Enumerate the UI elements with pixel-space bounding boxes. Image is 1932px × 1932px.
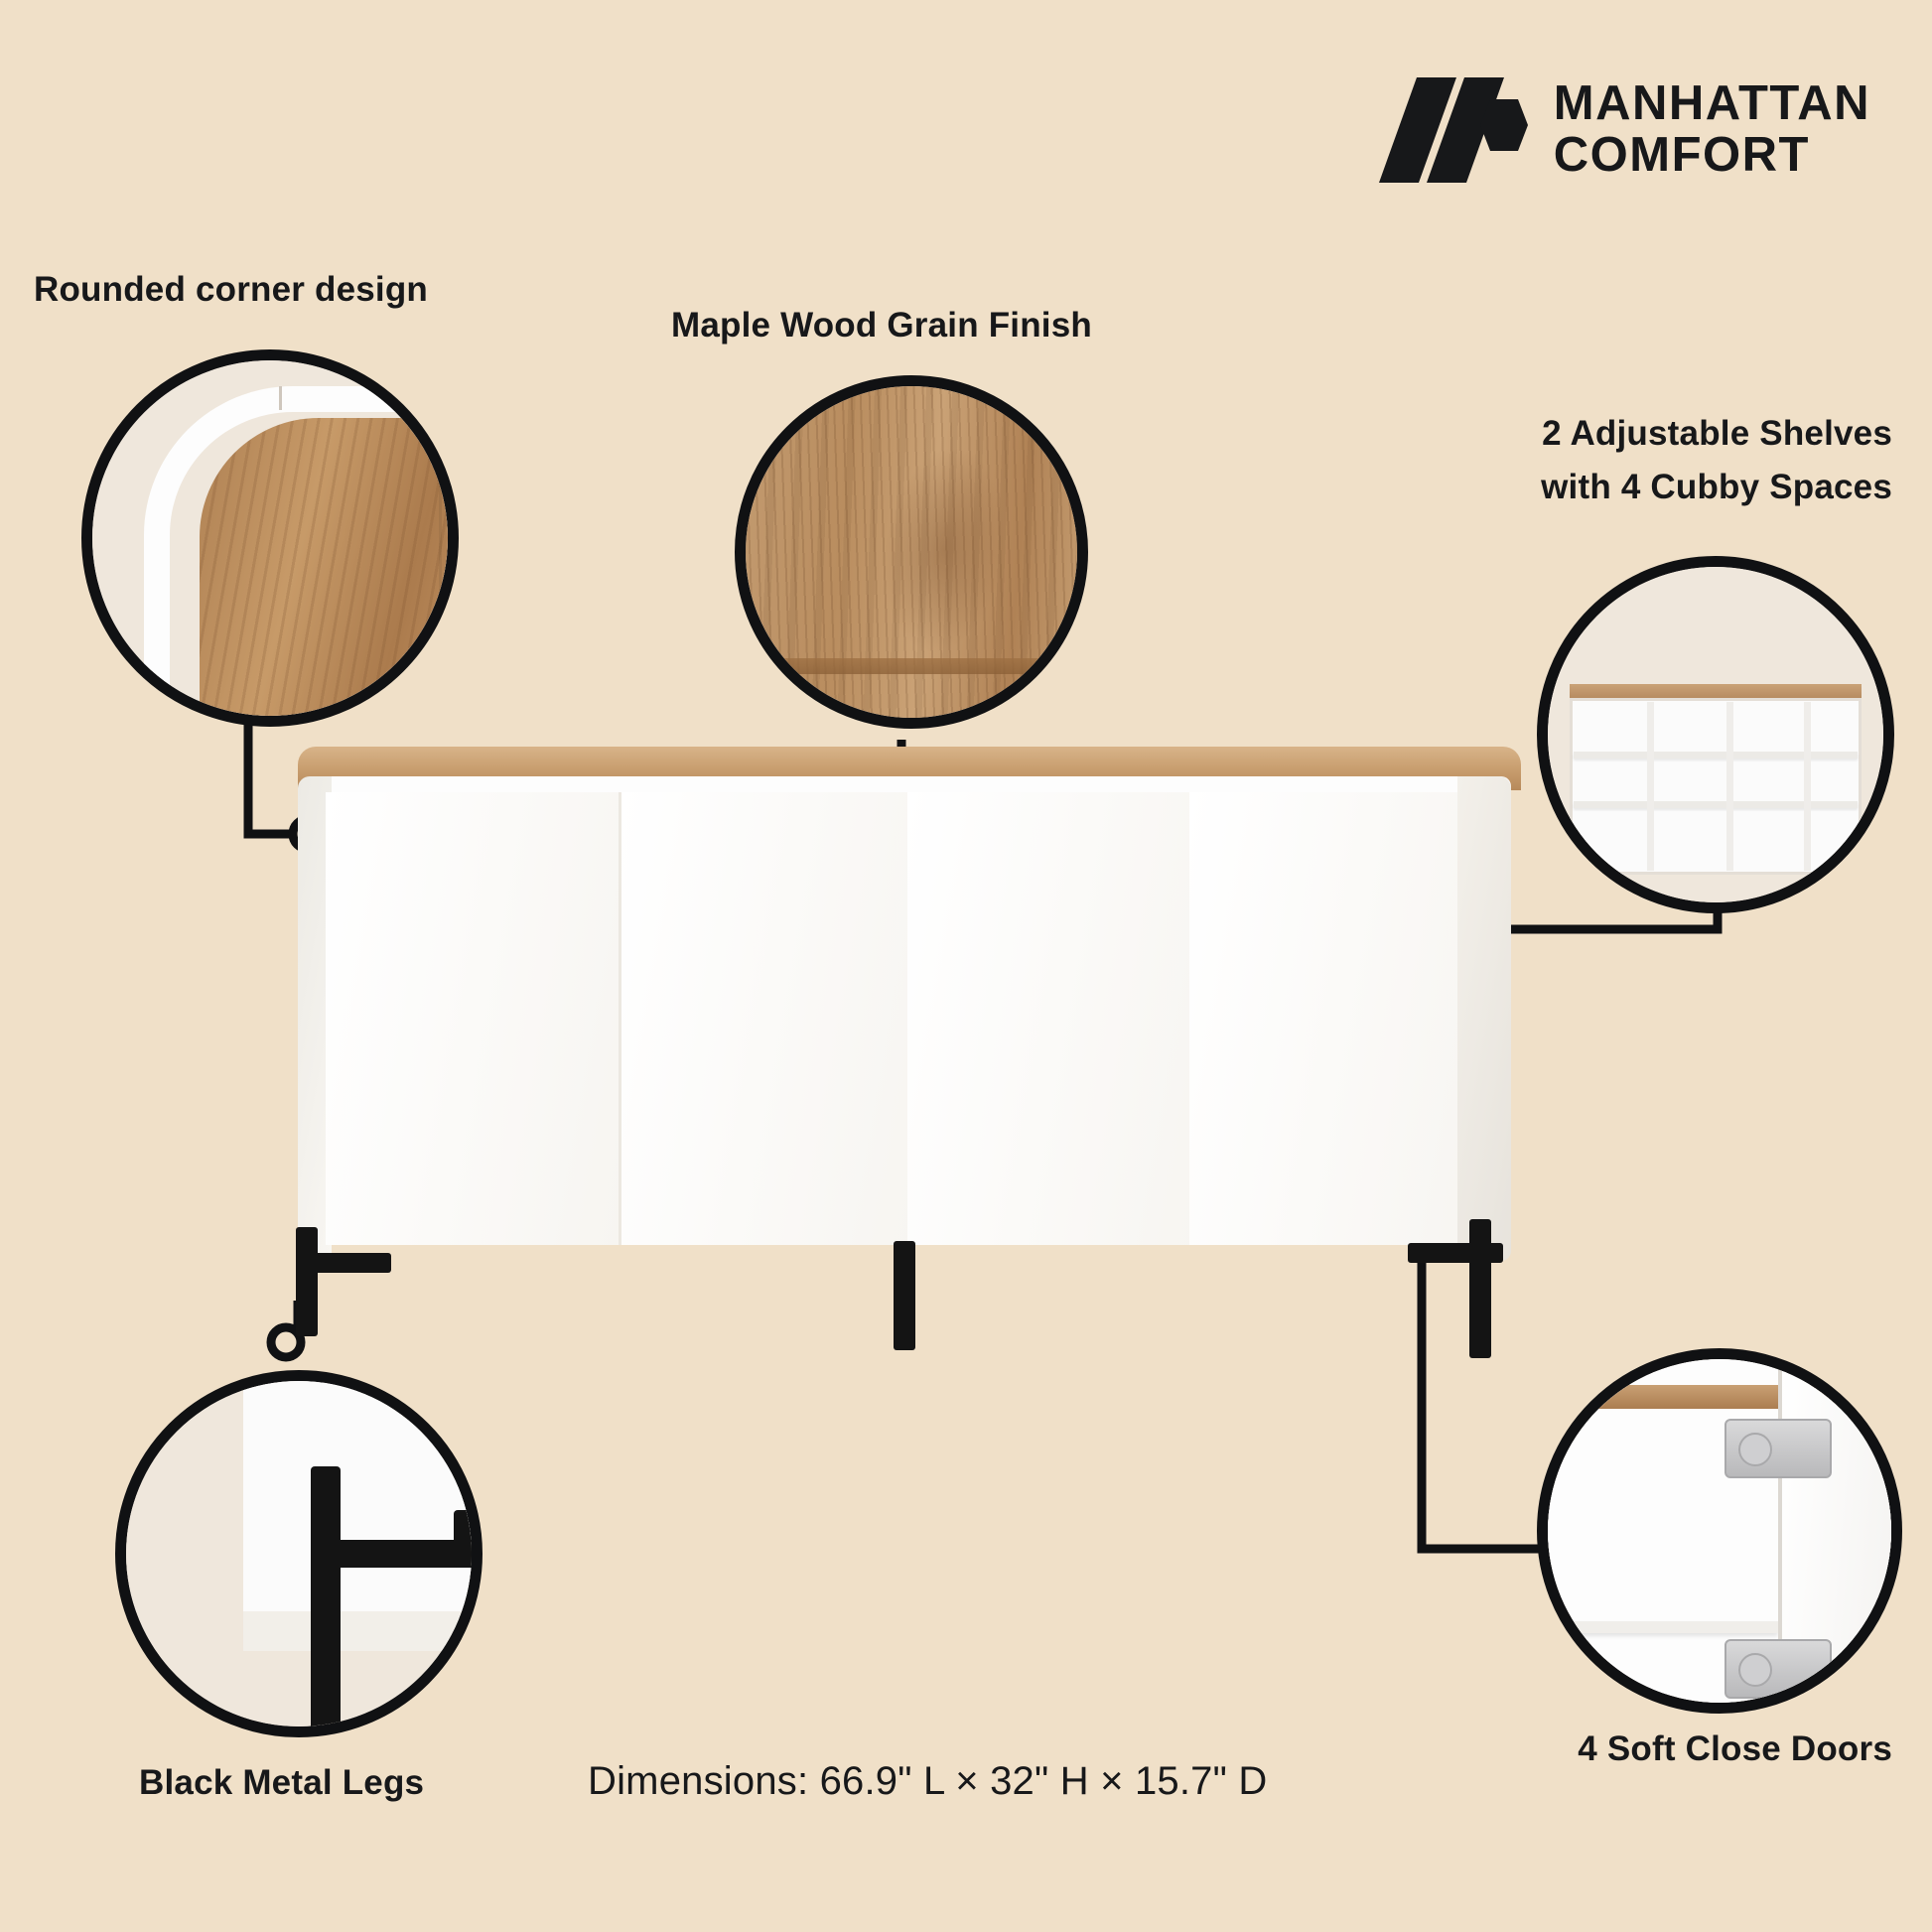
product-leg-center [894, 1241, 915, 1350]
product-door-4 [1189, 792, 1485, 1245]
shelf-divider-3 [1804, 702, 1811, 871]
metal-leg-icon [126, 1381, 472, 1726]
door-interior-shelf [1548, 1621, 1778, 1633]
bubble-rounded-corner [81, 349, 459, 727]
brand-line-2: COMFORT [1553, 128, 1810, 182]
product-leg-front-left-arm [296, 1253, 391, 1273]
product-door-1 [326, 792, 621, 1245]
shelf-row-1 [1574, 752, 1858, 759]
label-adjustable-shelves-line1: 2 Adjustable Shelves [1542, 414, 1892, 453]
product-leg-front-left [296, 1227, 318, 1336]
bubble-adjustable-shelves [1537, 556, 1894, 913]
product-right-side [1457, 776, 1511, 1261]
dimensions-text: Dimensions: 66.9" L × 32" H × 15.7" D [588, 1759, 1268, 1803]
soft-close-hinge-icon [1548, 1359, 1891, 1703]
shelf-divider-2 [1726, 702, 1733, 871]
label-adjustable-shelves [1356, 407, 1892, 515]
product-door-3 [907, 792, 1203, 1245]
bubble-wood-grain [735, 375, 1088, 729]
brand-line-1: MANHATTAN [1553, 76, 1870, 131]
bubble-black-metal-legs [115, 1370, 483, 1737]
shelf-row-2 [1574, 801, 1858, 808]
shelf-carcass [1570, 698, 1862, 875]
wood-grain-icon [746, 386, 1077, 718]
product-door-2 [621, 792, 917, 1245]
shelf-divider-1 [1647, 702, 1654, 871]
leg-cabinet-base [243, 1611, 483, 1651]
label-adjustable-shelves-line2: with 4 Cubby Spaces [1541, 468, 1892, 507]
label-soft-close-doors: 4 Soft Close Doors [1578, 1729, 1892, 1768]
rounded-corner-seam [279, 386, 282, 410]
label-black-metal-legs: Black Metal Legs [139, 1763, 425, 1802]
hinge-lower [1725, 1639, 1832, 1699]
product-illustration [298, 747, 1521, 1303]
bubble-soft-close-doors [1537, 1348, 1902, 1714]
leg-arm-tip [454, 1510, 480, 1568]
wood-knot [871, 439, 1018, 662]
label-rounded-corner: Rounded corner design [34, 270, 429, 309]
leg-cabinet-body [243, 1381, 483, 1611]
hinge-upper [1725, 1419, 1832, 1478]
product-leg-front-right [1469, 1219, 1491, 1358]
rounded-corner-frame-icon [144, 386, 442, 727]
shelf-interior-icon [1548, 567, 1883, 902]
wood-edge [746, 658, 1077, 674]
leg-post [311, 1466, 341, 1737]
product-leg-front-right-arm [1408, 1243, 1503, 1263]
label-maple-finish: Maple Wood Grain Finish [671, 306, 1092, 345]
